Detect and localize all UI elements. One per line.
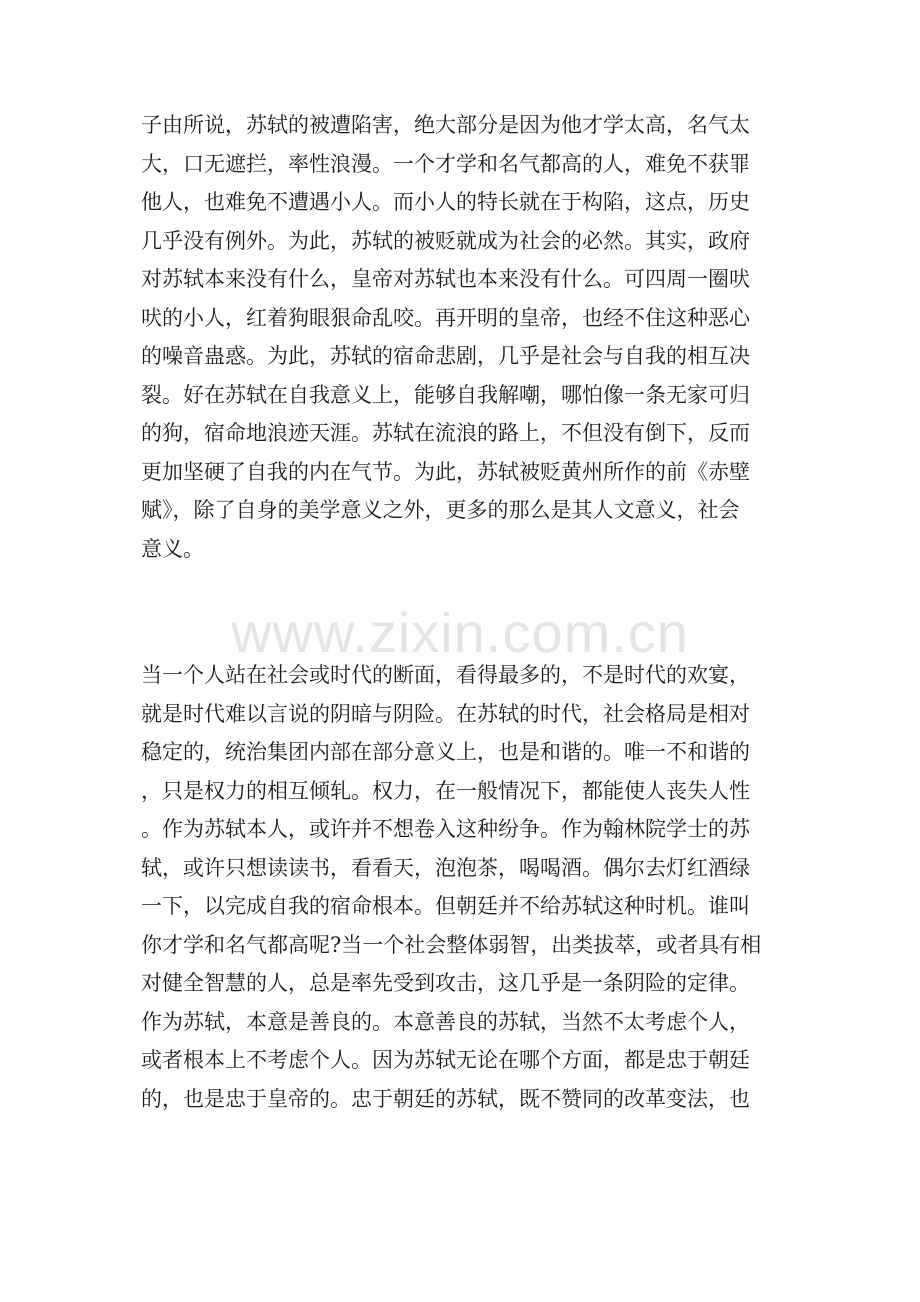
text-line: 他人，也难免不遭遇小人。而小人的特长就在于构陷，这点，历史 bbox=[141, 190, 750, 214]
text-line: 作为苏轼，本意是善良的。本意善良的苏轼，当然不太考虑个人， bbox=[141, 1009, 750, 1034]
text-line: 对苏轼本来没有什么，皇帝对苏轼也本来没有什么。可四周一圈吠 bbox=[141, 267, 750, 291]
text-line: 更加坚硬了自我的内在气节。为此，苏轼被贬黄州所作的前《赤壁 bbox=[141, 459, 750, 484]
text-line: 的狗，宿命地浪迹天涯。苏轼在流浪的路上，不但没有倒下，反而 bbox=[141, 421, 750, 445]
text-line: 几乎没有例外。为此，苏轼的被贬就成为社会的必然。其实，政府 bbox=[141, 228, 750, 253]
text-line: 就是时代难以言说的阴暗与阴险。在苏轼的时代，社会格局是相对 bbox=[141, 701, 750, 726]
text-line: 的，也是忠于皇帝的。忠于朝廷的苏轼，既不赞同的改革变法，也 bbox=[141, 1086, 750, 1111]
text-line: 稳定的，统治集团内部在部分意义上，也是和谐的。唯一不和谐的 bbox=[141, 740, 750, 764]
text-line: 吠的小人，红着狗眼狠命乱咬。再开明的皇帝，也经不住这种恶心 bbox=[141, 305, 750, 330]
text-line: 。作为苏轼本人，或许并不想卷入这种纷争。作为翰林院学士的苏 bbox=[141, 817, 750, 841]
text-line: ，只是权力的相互倾轧。权力，在一般情况下，都能使人丧失人性 bbox=[141, 778, 750, 803]
text-line: 大，口无遮拦，率性浪漫。一个才学和名气都高的人，难免不获罪 bbox=[141, 151, 750, 176]
text-line: 意义。 bbox=[141, 536, 204, 561]
text-line: 一下，以完成自我的宿命根本。但朝廷并不给苏轼这种时机。谁叫 bbox=[141, 894, 750, 918]
text-line: 或者根本上不考虑个人。因为苏轼无论在哪个方面，都是忠于朝廷 bbox=[141, 1048, 750, 1072]
watermark: www.zixin.com.cn bbox=[231, 601, 689, 664]
text-line: 子由所说，苏轼的被遭陷害，绝大部分是因为他才学太高，名气太 bbox=[141, 113, 750, 137]
text-line: 裂。好在苏轼在自我意义上，能够自我解嘲，哪怕像一条无家可归 bbox=[141, 382, 750, 407]
text-line: 的噪音蛊惑。为此，苏轼的宿命悲剧，几乎是社会与自我的相互决 bbox=[141, 344, 750, 368]
paragraph bbox=[141, 656, 781, 1118]
paragraph bbox=[141, 106, 781, 568]
text-line: 对健全智慧的人，总是率先受到攻击，这几乎是一条阴险的定律。 bbox=[141, 971, 750, 995]
text-line: 当一个人站在社会或时代的断面，看得最多的，不是时代的欢宴， bbox=[141, 663, 750, 687]
text-line: 轼，或许只想读读书，看看天，泡泡茶，喝喝酒。偶尔去灯红酒绿 bbox=[141, 855, 750, 880]
text-line: 赋》，除了自身的美学意义之外，更多的那么是其人文意义，社会 bbox=[141, 498, 740, 522]
text-line: 你才学和名气都高呢?当一个社会整体弱智，出类拔萃，或者具有相 bbox=[141, 932, 762, 957]
